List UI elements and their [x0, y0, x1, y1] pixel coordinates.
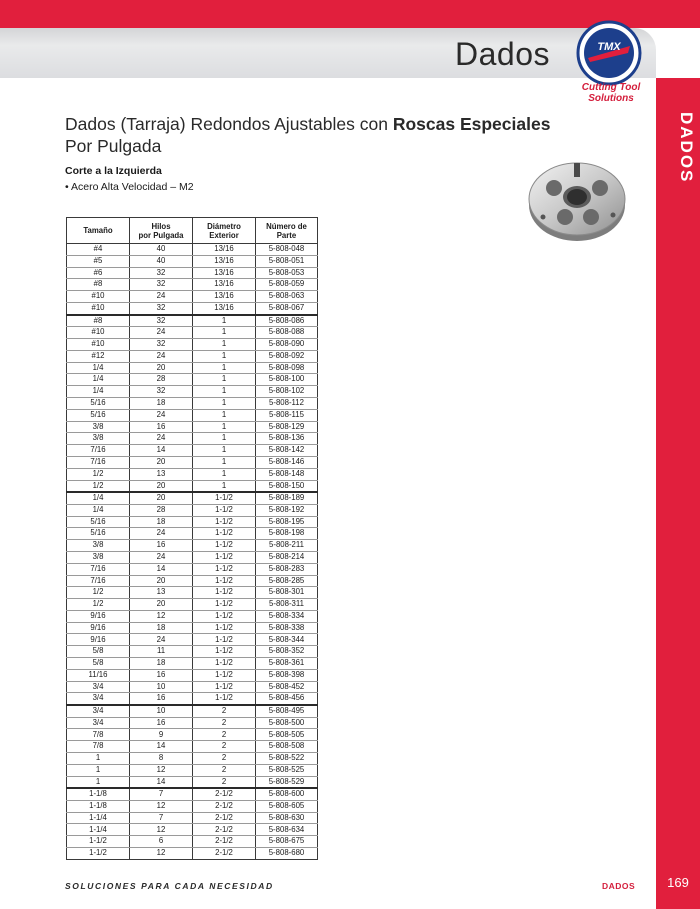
threads-cell: 28	[130, 504, 193, 516]
part-number-cell: 5-808-338	[256, 622, 318, 634]
material-bullet: • Acero Alta Velocidad – M2	[65, 181, 194, 193]
col-header-size: Tamaño	[67, 218, 130, 244]
title-line2: Por Pulgada	[65, 136, 162, 156]
part-number-cell: 5-808-198	[256, 528, 318, 540]
size-cell: 1-1/8	[67, 788, 130, 800]
diameter-cell: 2-1/2	[193, 800, 256, 812]
diameter-cell: 2-1/2	[193, 812, 256, 824]
threads-cell: 11	[130, 646, 193, 658]
diameter-cell: 2-1/2	[193, 824, 256, 836]
part-number-cell: 5-808-067	[256, 302, 318, 314]
size-cell: 1/2	[67, 599, 130, 611]
size-cell: #8	[67, 315, 130, 327]
col-header-diameter: Diámetro Exterior	[193, 218, 256, 244]
part-number-cell: 5-808-311	[256, 599, 318, 611]
part-number-cell: 5-808-344	[256, 634, 318, 646]
threads-cell: 18	[130, 397, 193, 409]
size-cell: #10	[67, 327, 130, 339]
logo-caption-line2: Solutions	[588, 93, 634, 104]
size-cell: 3/8	[67, 421, 130, 433]
table-row	[67, 504, 318, 516]
part-number-cell: 5-808-090	[256, 338, 318, 350]
part-number-cell: 5-808-680	[256, 848, 318, 860]
subhead: Corte a la Izquierda	[65, 165, 162, 177]
part-number-cell: 5-808-059	[256, 279, 318, 291]
threads-cell: 24	[130, 409, 193, 421]
logo-caption	[566, 82, 656, 104]
threads-cell: 24	[130, 634, 193, 646]
diameter-cell: 13/16	[193, 267, 256, 279]
threads-cell: 12	[130, 764, 193, 776]
part-number-cell: 5-808-129	[256, 421, 318, 433]
size-cell: 1-1/4	[67, 812, 130, 824]
table-row	[67, 433, 318, 445]
threads-cell: 6	[130, 836, 193, 848]
table-row	[67, 788, 318, 800]
diameter-cell: 1-1/2	[193, 528, 256, 540]
size-cell: 5/16	[67, 516, 130, 528]
table-row	[67, 302, 318, 314]
threads-cell: 32	[130, 338, 193, 350]
diameter-cell: 1-1/2	[193, 658, 256, 670]
part-number-cell: 5-808-195	[256, 516, 318, 528]
diameter-cell: 1	[193, 445, 256, 457]
diameter-cell: 13/16	[193, 302, 256, 314]
part-number-cell: 5-808-605	[256, 800, 318, 812]
part-number-cell: 5-808-525	[256, 764, 318, 776]
table-row	[67, 729, 318, 741]
size-cell: 7/16	[67, 563, 130, 575]
table-row	[67, 492, 318, 504]
size-cell: 1/4	[67, 504, 130, 516]
threads-cell: 14	[130, 563, 193, 575]
table-row	[67, 551, 318, 563]
part-number-cell: 5-808-283	[256, 563, 318, 575]
diameter-cell: 2	[193, 764, 256, 776]
threads-cell: 20	[130, 575, 193, 587]
threads-cell: 24	[130, 433, 193, 445]
size-cell: 1/2	[67, 480, 130, 492]
part-number-cell: 5-808-522	[256, 753, 318, 765]
part-number-cell: 5-808-495	[256, 705, 318, 717]
title-bold: Roscas Especiales	[392, 114, 551, 134]
part-number-cell: 5-808-146	[256, 456, 318, 468]
threads-cell: 20	[130, 492, 193, 504]
table-row	[67, 753, 318, 765]
page-title: Dados	[455, 36, 550, 72]
diameter-cell: 1-1/2	[193, 693, 256, 705]
table-row	[67, 350, 318, 362]
size-cell: 1/4	[67, 362, 130, 374]
part-number-cell: 5-808-508	[256, 741, 318, 753]
table-row	[67, 764, 318, 776]
diameter-cell: 13/16	[193, 291, 256, 303]
table-row	[67, 800, 318, 812]
table-row	[67, 409, 318, 421]
threads-cell: 40	[130, 244, 193, 256]
diameter-cell: 13/16	[193, 244, 256, 256]
threads-cell: 32	[130, 386, 193, 398]
title-prefix: Dados (Tarraja) Redondos Ajustables con	[65, 114, 393, 134]
threads-cell: 24	[130, 551, 193, 563]
part-number-cell: 5-808-148	[256, 468, 318, 480]
size-cell: 5/8	[67, 646, 130, 658]
diameter-cell: 1-1/2	[193, 646, 256, 658]
diameter-cell: 2-1/2	[193, 788, 256, 800]
table-row	[67, 610, 318, 622]
part-number-cell: 5-808-675	[256, 836, 318, 848]
diameter-cell: 1-1/2	[193, 669, 256, 681]
table-row	[67, 776, 318, 788]
part-number-cell: 5-808-500	[256, 717, 318, 729]
part-number-cell: 5-808-102	[256, 386, 318, 398]
size-cell: 1/2	[67, 587, 130, 599]
tmx-logo	[576, 20, 642, 86]
table-row	[67, 397, 318, 409]
part-number-cell: 5-808-352	[256, 646, 318, 658]
size-cell: 5/16	[67, 409, 130, 421]
diameter-cell: 1	[193, 421, 256, 433]
diameter-cell: 1	[193, 456, 256, 468]
table-row	[67, 338, 318, 350]
size-cell: 3/8	[67, 551, 130, 563]
diameter-cell: 2-1/2	[193, 836, 256, 848]
table-row	[67, 327, 318, 339]
table-row	[67, 824, 318, 836]
size-cell: #6	[67, 267, 130, 279]
part-number-cell: 5-808-529	[256, 776, 318, 788]
threads-cell: 8	[130, 753, 193, 765]
diameter-cell: 2	[193, 717, 256, 729]
diameter-cell: 1	[193, 338, 256, 350]
size-cell: 1/4	[67, 492, 130, 504]
diameter-cell: 1	[193, 327, 256, 339]
diameter-cell: 1-1/2	[193, 587, 256, 599]
diameter-cell: 1-1/2	[193, 516, 256, 528]
part-number-cell: 5-808-361	[256, 658, 318, 670]
part-number-cell: 5-808-505	[256, 729, 318, 741]
part-number-cell: 5-808-456	[256, 693, 318, 705]
threads-cell: 12	[130, 800, 193, 812]
threads-cell: 7	[130, 788, 193, 800]
diameter-cell: 1-1/2	[193, 551, 256, 563]
part-number-cell: 5-808-301	[256, 587, 318, 599]
diameter-cell: 1-1/2	[193, 599, 256, 611]
size-cell: #8	[67, 279, 130, 291]
diameter-cell: 1	[193, 409, 256, 421]
table-row	[67, 669, 318, 681]
threads-cell: 32	[130, 302, 193, 314]
threads-cell: 16	[130, 669, 193, 681]
threads-cell: 12	[130, 610, 193, 622]
threads-cell: 24	[130, 327, 193, 339]
diameter-cell: 1	[193, 480, 256, 492]
diameter-cell: 1-1/2	[193, 622, 256, 634]
part-number-cell: 5-808-600	[256, 788, 318, 800]
threads-cell: 20	[130, 599, 193, 611]
size-cell: 7/8	[67, 741, 130, 753]
size-cell: #12	[67, 350, 130, 362]
threads-cell: 24	[130, 350, 193, 362]
size-cell: 7/16	[67, 456, 130, 468]
part-number-cell: 5-808-100	[256, 374, 318, 386]
part-number-cell: 5-808-398	[256, 669, 318, 681]
diameter-cell: 1-1/2	[193, 575, 256, 587]
diameter-cell: 2-1/2	[193, 848, 256, 860]
threads-cell: 12	[130, 848, 193, 860]
part-number-cell: 5-808-211	[256, 540, 318, 552]
table-row	[67, 445, 318, 457]
size-cell: 9/16	[67, 610, 130, 622]
size-cell: #4	[67, 244, 130, 256]
size-cell: 3/4	[67, 693, 130, 705]
table-row	[67, 599, 318, 611]
part-number-cell: 5-808-150	[256, 480, 318, 492]
size-cell: 1-1/2	[67, 836, 130, 848]
diameter-cell: 1-1/2	[193, 563, 256, 575]
diameter-cell: 1-1/2	[193, 634, 256, 646]
diameter-cell: 1-1/2	[193, 492, 256, 504]
threads-cell: 18	[130, 658, 193, 670]
table-row	[67, 634, 318, 646]
table-row	[67, 540, 318, 552]
table-row	[67, 386, 318, 398]
table-row	[67, 705, 318, 717]
part-number-cell: 5-808-189	[256, 492, 318, 504]
size-cell: 5/8	[67, 658, 130, 670]
size-cell: 7/16	[67, 575, 130, 587]
size-cell: 7/16	[67, 445, 130, 457]
table-row	[67, 575, 318, 587]
part-number-cell: 5-808-630	[256, 812, 318, 824]
size-cell: 7/8	[67, 729, 130, 741]
col-header-part-number: Número de Parte	[256, 218, 318, 244]
threads-cell: 20	[130, 456, 193, 468]
part-number-cell: 5-808-098	[256, 362, 318, 374]
threads-cell: 13	[130, 468, 193, 480]
side-tab-label: DADOS	[677, 112, 696, 184]
threads-cell: 16	[130, 717, 193, 729]
footer-section-label: DADOS	[602, 881, 636, 891]
table-row	[67, 563, 318, 575]
part-number-cell: 5-808-452	[256, 681, 318, 693]
part-number-cell: 5-808-112	[256, 397, 318, 409]
diameter-cell: 2	[193, 776, 256, 788]
part-number-cell: 5-808-088	[256, 327, 318, 339]
threads-cell: 10	[130, 681, 193, 693]
table-row	[67, 267, 318, 279]
diameter-cell: 1	[193, 315, 256, 327]
col-header-threads: Hilos por Pulgada	[130, 218, 193, 244]
threads-cell: 20	[130, 362, 193, 374]
threads-cell: 40	[130, 255, 193, 267]
table-row	[67, 362, 318, 374]
part-number-cell: 5-808-192	[256, 504, 318, 516]
threads-cell: 13	[130, 587, 193, 599]
section-title	[65, 113, 565, 157]
threads-cell: 12	[130, 824, 193, 836]
diameter-cell: 1	[193, 468, 256, 480]
diameter-cell: 2	[193, 753, 256, 765]
threads-cell: 20	[130, 480, 193, 492]
diameter-cell: 1	[193, 433, 256, 445]
table-row	[67, 658, 318, 670]
part-number-cell: 5-808-115	[256, 409, 318, 421]
part-number-cell: 5-808-142	[256, 445, 318, 457]
size-cell: #10	[67, 291, 130, 303]
threads-cell: 32	[130, 267, 193, 279]
part-number-cell: 5-808-285	[256, 575, 318, 587]
threads-cell: 14	[130, 741, 193, 753]
table-row	[67, 681, 318, 693]
table-row	[67, 421, 318, 433]
threads-cell: 28	[130, 374, 193, 386]
table-row	[67, 693, 318, 705]
threads-cell: 16	[130, 693, 193, 705]
size-cell: 3/8	[67, 433, 130, 445]
part-number-cell: 5-808-048	[256, 244, 318, 256]
threads-cell: 7	[130, 812, 193, 824]
size-cell: 1-1/4	[67, 824, 130, 836]
threads-cell: 18	[130, 622, 193, 634]
table-row	[67, 480, 318, 492]
threads-cell: 9	[130, 729, 193, 741]
size-cell: 3/8	[67, 540, 130, 552]
size-cell: #10	[67, 338, 130, 350]
diameter-cell: 1	[193, 374, 256, 386]
size-cell: 1	[67, 776, 130, 788]
page-number: 169	[667, 875, 689, 890]
size-cell: 1-1/8	[67, 800, 130, 812]
diameter-cell: 2	[193, 741, 256, 753]
part-number-table	[66, 217, 318, 860]
table-row	[67, 291, 318, 303]
part-number-cell: 5-808-051	[256, 255, 318, 267]
diameter-cell: 1-1/2	[193, 504, 256, 516]
size-cell: 3/4	[67, 717, 130, 729]
threads-cell: 14	[130, 445, 193, 457]
table-row	[67, 646, 318, 658]
table-row	[67, 516, 318, 528]
size-cell: 3/4	[67, 705, 130, 717]
size-cell: 1	[67, 753, 130, 765]
diameter-cell: 1-1/2	[193, 681, 256, 693]
size-cell: 5/16	[67, 528, 130, 540]
footer-tagline: SOLUCIONES PARA CADA NECESIDAD	[65, 881, 274, 891]
diameter-cell: 1-1/2	[193, 540, 256, 552]
size-cell: 9/16	[67, 622, 130, 634]
part-number-cell: 5-808-214	[256, 551, 318, 563]
size-cell: 1/4	[67, 386, 130, 398]
threads-cell: 32	[130, 279, 193, 291]
table-row	[67, 374, 318, 386]
table-row	[67, 255, 318, 267]
threads-cell: 10	[130, 705, 193, 717]
table-row	[67, 468, 318, 480]
diameter-cell: 1	[193, 397, 256, 409]
diameter-cell: 2	[193, 729, 256, 741]
diameter-cell: 1	[193, 362, 256, 374]
part-number-cell: 5-808-053	[256, 267, 318, 279]
table-row	[67, 456, 318, 468]
table-row	[67, 836, 318, 848]
diameter-cell: 2	[193, 705, 256, 717]
part-number-cell: 5-808-086	[256, 315, 318, 327]
diameter-cell: 13/16	[193, 255, 256, 267]
table-row	[67, 528, 318, 540]
size-cell: 5/16	[67, 397, 130, 409]
size-cell: 1/2	[67, 468, 130, 480]
logo-text: TMX	[597, 41, 621, 53]
diameter-cell: 1	[193, 350, 256, 362]
diameter-cell: 1-1/2	[193, 610, 256, 622]
threads-cell: 14	[130, 776, 193, 788]
table-row	[67, 848, 318, 860]
diameter-cell: 13/16	[193, 279, 256, 291]
threads-cell: 18	[130, 516, 193, 528]
table-row	[67, 587, 318, 599]
part-number-cell: 5-808-136	[256, 433, 318, 445]
header-bar	[0, 28, 656, 78]
table-row	[67, 622, 318, 634]
table-row	[67, 741, 318, 753]
size-cell: #10	[67, 302, 130, 314]
part-number-cell: 5-808-634	[256, 824, 318, 836]
size-cell: 1-1/2	[67, 848, 130, 860]
logo-caption-line1: Cutting Tool	[581, 82, 641, 93]
threads-cell: 32	[130, 315, 193, 327]
size-cell: 1/4	[67, 374, 130, 386]
side-red-band	[656, 78, 700, 909]
size-cell: 9/16	[67, 634, 130, 646]
threads-cell: 16	[130, 540, 193, 552]
size-cell: #5	[67, 255, 130, 267]
threads-cell: 24	[130, 528, 193, 540]
table-row	[67, 279, 318, 291]
table-row	[67, 812, 318, 824]
threads-cell: 24	[130, 291, 193, 303]
table-row	[67, 244, 318, 256]
size-cell: 3/4	[67, 681, 130, 693]
part-number-cell: 5-808-092	[256, 350, 318, 362]
table-row	[67, 315, 318, 327]
part-number-cell: 5-808-063	[256, 291, 318, 303]
diameter-cell: 1	[193, 386, 256, 398]
table-row	[67, 717, 318, 729]
size-cell: 1	[67, 764, 130, 776]
size-cell: 11/16	[67, 669, 130, 681]
part-number-cell: 5-808-334	[256, 610, 318, 622]
threads-cell: 16	[130, 421, 193, 433]
round-die-image	[525, 157, 627, 243]
table-header-row	[67, 218, 318, 244]
